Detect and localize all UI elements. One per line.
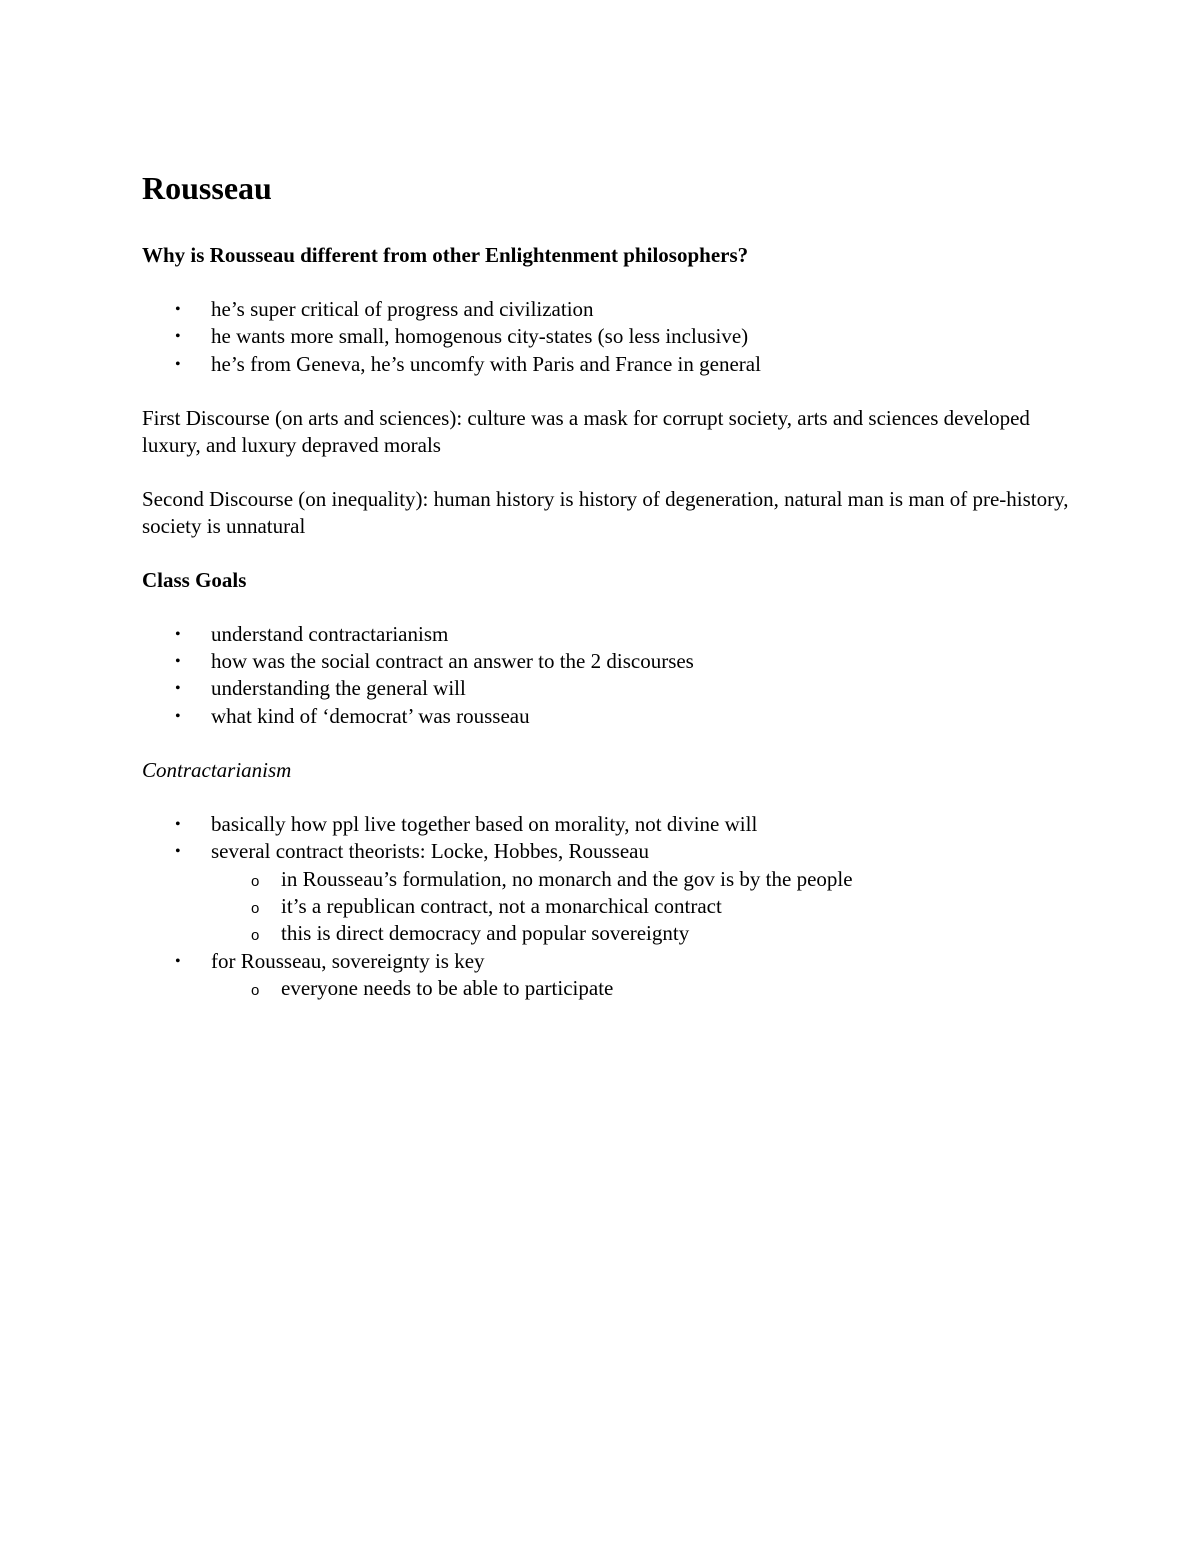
list-item: • understand contractarianism (175, 621, 449, 646)
list-why (142, 296, 1072, 378)
bullet-icon: • (175, 843, 181, 861)
list-item: • what kind of ‘democrat’ was rousseau (175, 703, 530, 728)
list-item: • he’s super critical of progress and civilization (175, 297, 594, 321)
section-heading-why: Why is Rousseau different from other Enlightenment philosophers? (142, 243, 749, 267)
page-title: Rousseau (142, 170, 272, 206)
list-contractarianism (142, 811, 1072, 1002)
list-item: • several contract theorists: Locke, Hobbes, Rousseau o in Rousseau’s formulation, no monarch and the gov is by the people o it’s a republican contract, not a monarchical contract o this is direct democracy and popular sovereignty (142, 838, 1072, 947)
circle-bullet-icon: o (251, 872, 260, 890)
bullet-icon: • (175, 625, 181, 643)
bullet-icon: • (175, 816, 181, 834)
sub-list-item: o in Rousseau’s formulation, no monarch and the gov is by the people (211, 866, 1072, 893)
section-heading-class-goals: Class Goals (142, 567, 247, 592)
sub-list (211, 975, 1072, 1002)
bullet-icon: • (175, 680, 181, 698)
sub-list-item: o everyone needs to be able to participate (211, 975, 1072, 1002)
sub-list-item: o it’s a republican contract, not a monarchical contract (211, 893, 1072, 920)
list-item: • basically how ppl live together based on morality, not divine will (175, 812, 758, 837)
bullet-icon: • (175, 707, 181, 725)
list-item: • he’s from Geneva, he’s uncomfy with Paris and France in general (175, 351, 761, 376)
section-heading-contractarianism: Contractarianism (142, 758, 292, 783)
first-discourse-paragraph: First Discourse (on arts and sciences): culture was a mask for corrupt society, arts and sciences developed luxury, and luxury depraved morals (142, 405, 1030, 457)
bullet-icon: • (175, 952, 181, 970)
list-item: • for Rousseau, sovereignty is key o everyone needs to be able to participate (142, 948, 1072, 1003)
bullet-icon: • (175, 301, 181, 318)
list-item: • he wants more small, homogenous city-states (so less inclusive) (175, 324, 749, 349)
bullet-icon: • (175, 653, 181, 671)
sub-list-item: o this is direct democracy and popular sovereignty (211, 920, 1072, 947)
circle-bullet-icon: o (251, 981, 260, 999)
list-item: • how was the social contract an answer to the 2 discourses (175, 649, 694, 674)
bullet-icon: • (175, 328, 181, 346)
circle-bullet-icon: o (251, 927, 260, 945)
document-page (142, 168, 1072, 1002)
list-item: • understanding the general will (175, 676, 466, 701)
circle-bullet-icon: o (251, 899, 260, 917)
sub-list (211, 866, 1072, 948)
bullet-icon: • (175, 355, 181, 373)
second-discourse-paragraph: Second Discourse (on inequality): human history is history of degeneration, natural man is man of pre-history, society is unnatural (142, 486, 1069, 538)
list-class-goals (142, 621, 1072, 730)
